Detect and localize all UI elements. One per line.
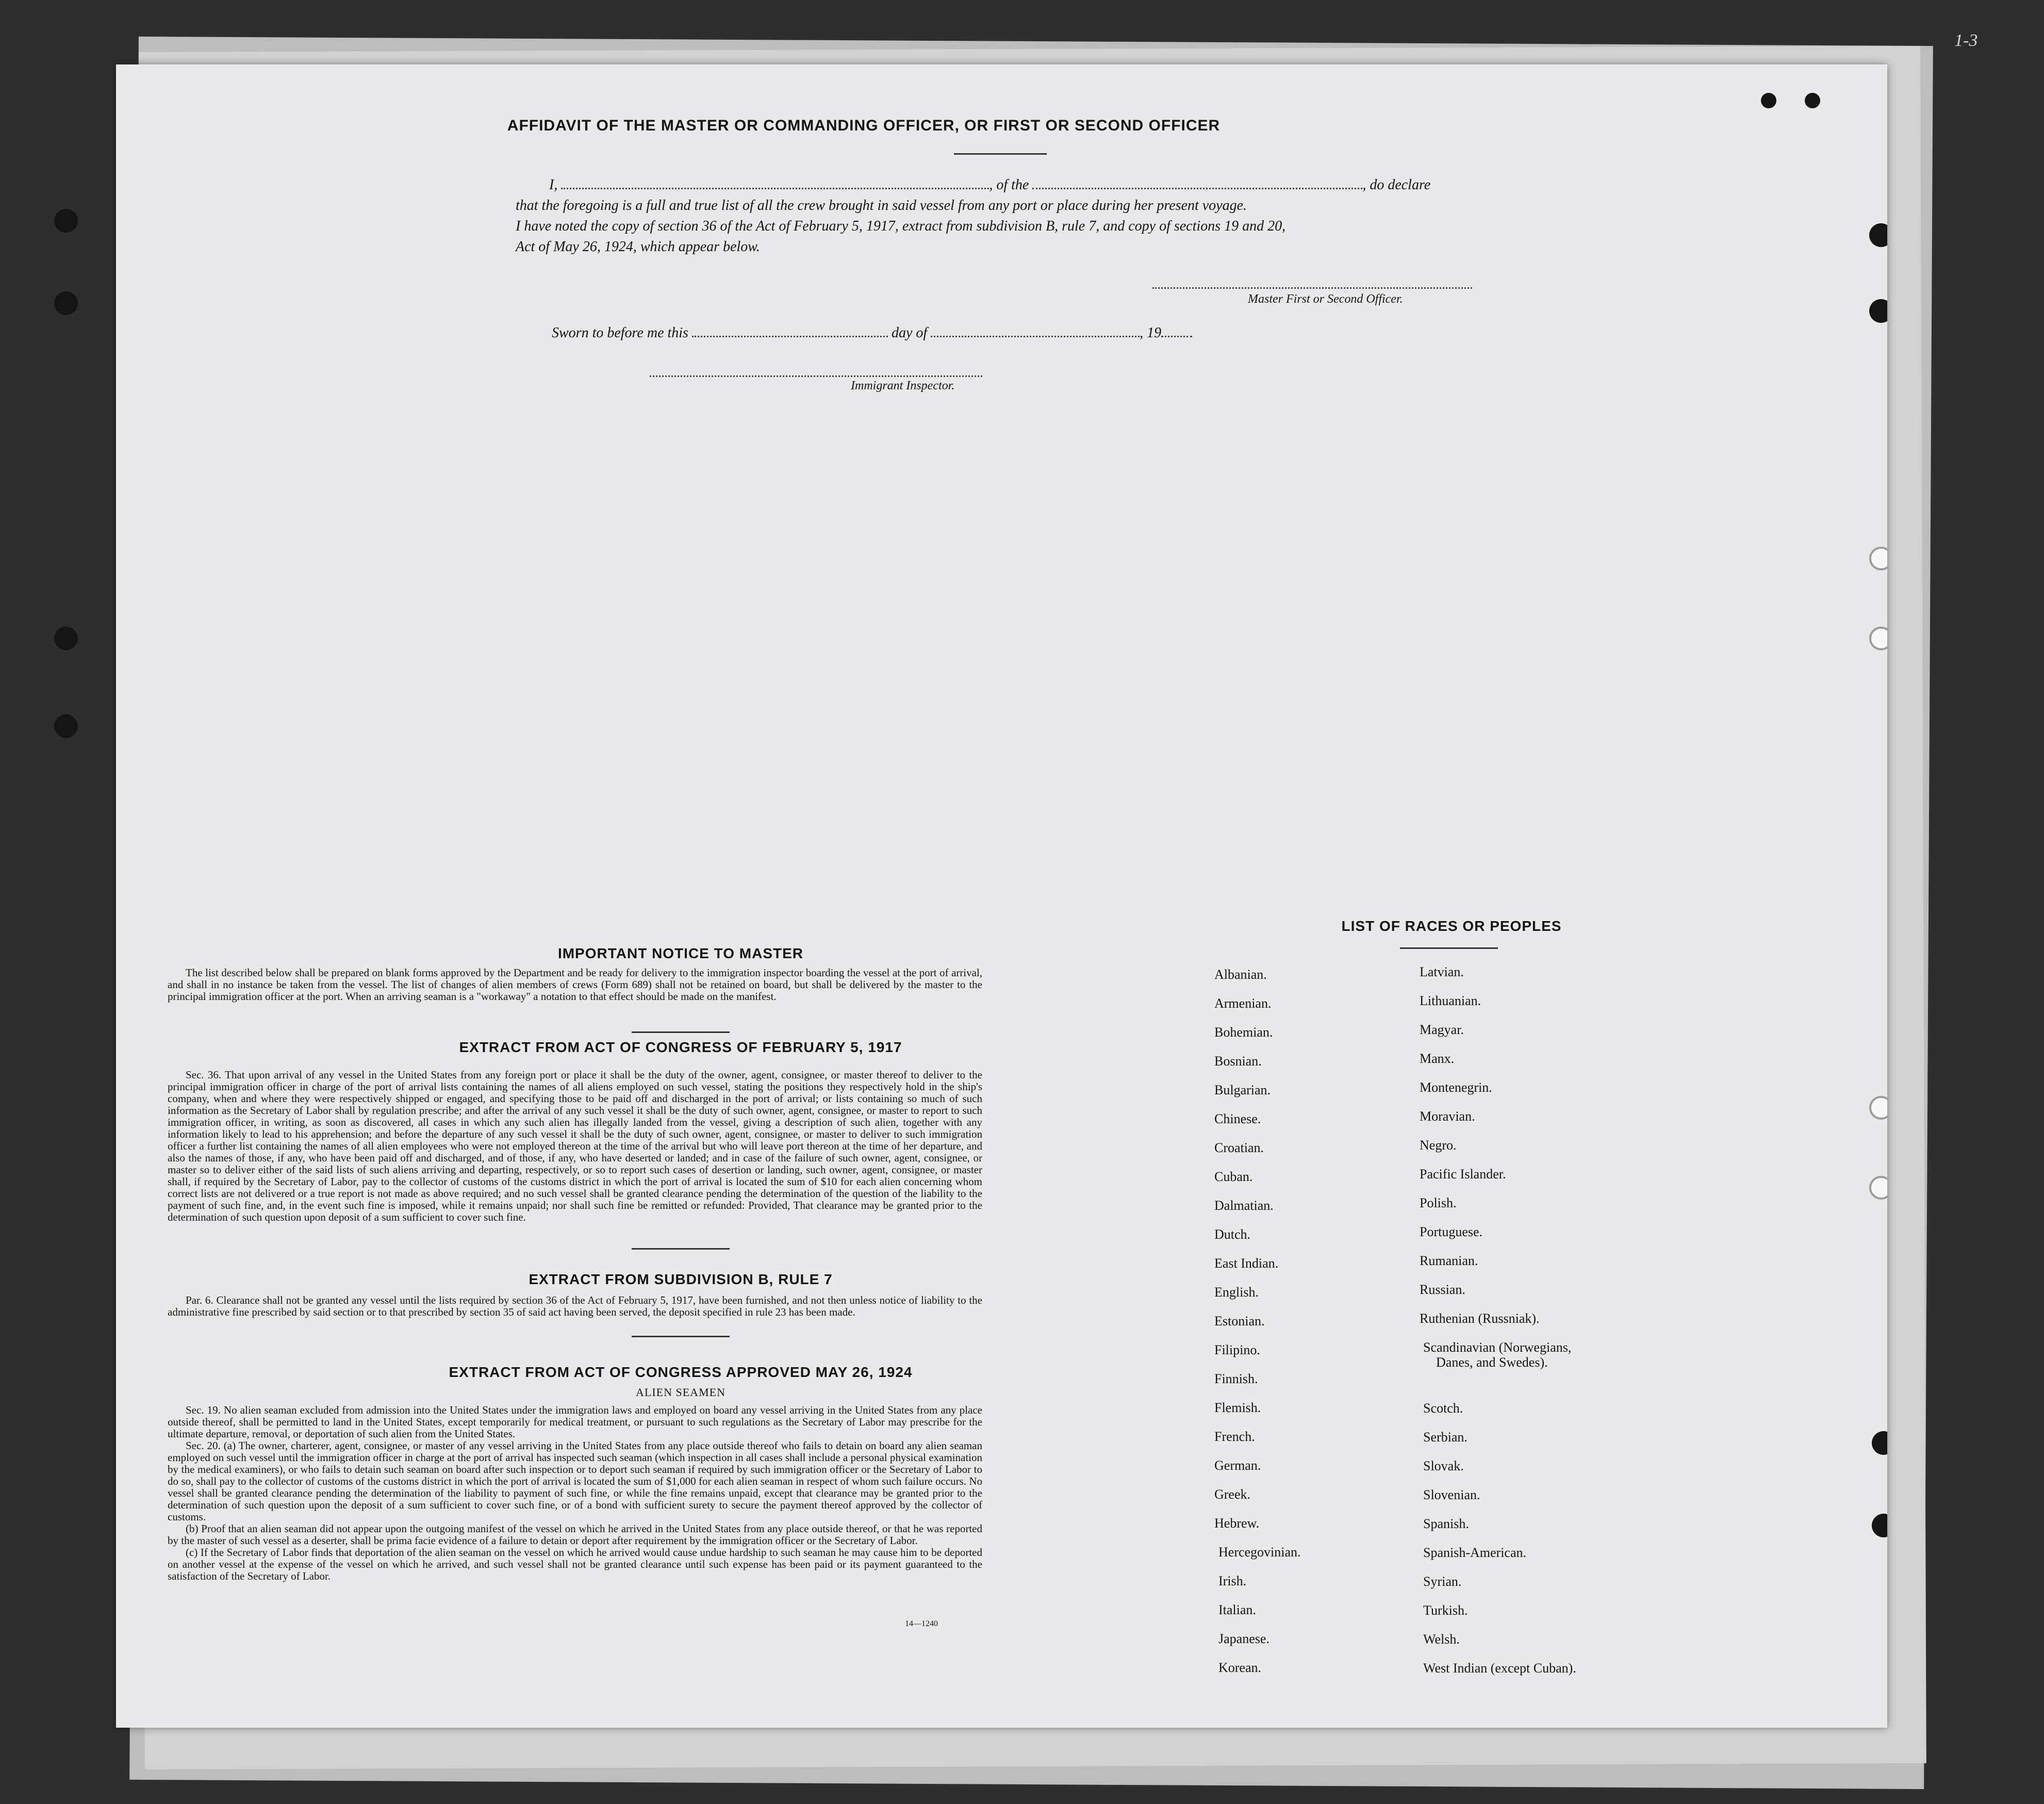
punch-hole [1872,1431,1887,1455]
sec-19-text: Sec. 19. No alien seaman excluded from admission into the United States under the immigration laws and employed on board any vessel arriving in the United States from any place outside thereof, shall be permitted to land in the United States, except temporarily for medical treatment, or pursuant to such regulations as the Secretary of Labor may prescribe for the ultimate departure, removal, or deportation of such alien from the United States. [168,1404,982,1440]
extract-1917-title: EXTRACT FROM ACT OF CONGRESS OF FEBRUARY 5, 1917 [459,1039,902,1055]
punch-hole [1872,1514,1887,1537]
notice-body: The list described below shall be prepared on blank forms approved by the Department and be ready for delivery to the immigration inspector boarding the vessel at the port of arrival, and shall in no instance be taken from the vessel. The list of changes of alien members of crews (Form 689) shall not be retained on board, but shall be delivered by the master to the principal immigration officer at the port. When an arriving seaman is a "workaway" a notation to that effect should be made on the manifest. [168,966,982,1003]
race-item: Flemish. [1214,1400,1261,1415]
race-item: Dutch. [1214,1227,1251,1242]
race-item: Slovak. [1423,1458,1464,1473]
affidavit-name-line [549,177,1430,193]
signature-caption: Master First or Second Officer. [1248,292,1403,306]
day-of-label: day of [891,325,928,341]
race-item: Japanese. [1218,1631,1270,1646]
race-item: Bulgarian. [1214,1083,1271,1097]
affidavit-line3: Act of May 26, 1924, which appear below. [516,239,760,255]
title-underline [954,153,1047,155]
sworn-line [552,325,1192,341]
section-divider [632,1336,730,1337]
race-item: Moravian. [1420,1109,1475,1124]
i-label: I, [549,177,558,193]
race-item: Danes, and Swedes). [1436,1355,1548,1370]
inspector-signature-line[interactable] [650,375,982,377]
race-item: Cuban. [1214,1169,1253,1184]
affidavit-line1: that the foregoing is a full and true list of all the crew brought in said vessel from any port or place during her present voyage. [516,198,1247,214]
race-item: Syrian. [1423,1574,1462,1589]
race-item: Ruthenian (Russniak). [1420,1311,1540,1326]
year-label: , 19 [1140,325,1162,341]
race-item: Serbian. [1423,1430,1468,1445]
punch-hole [1869,547,1887,570]
name-field[interactable] [561,188,989,189]
page-number-mark: 1-3 [1954,31,1978,50]
race-item: Hebrew. [1214,1516,1260,1531]
binder-hole [54,209,78,233]
sworn-day-field[interactable] [692,336,888,337]
race-item: French. [1214,1429,1255,1444]
affidavit-title: AFFIDAVIT OF THE MASTER OR COMMANDING OFFICER, OR FIRST OR SECOND OFFICER [507,117,1221,134]
race-item: Rumanian. [1420,1253,1478,1268]
race-item: East Indian. [1214,1256,1279,1271]
race-item: Pacific Islander. [1420,1167,1506,1182]
race-item: Chinese. [1214,1111,1261,1126]
affidavit-line2: I have noted the copy of section 36 of the Act of February 5, 1917, extract from subdivision B, rule 7, and copy of sections 19 and 20, [516,218,1286,234]
race-item: Irish. [1218,1573,1247,1588]
race-item: West Indian (except Cuban). [1423,1661,1576,1676]
race-item: Manx. [1420,1051,1455,1066]
sworn-year-field[interactable] [1161,336,1192,337]
binder-hole [54,714,78,738]
binder-hole [54,627,78,650]
form-number: 14—1240 [905,1619,938,1628]
race-item: Montenegrin. [1420,1080,1492,1095]
race-item: Latvian. [1420,964,1464,979]
subdivision-b-body: Par. 6. Clearance shall not be granted any vessel until the lists required by section 36 of the Act of February 5, 1917, have been furnished, and not then unless notice of liability to the administrative fine prescribed by said section or to that prescribed by section 35 of said act having been served, the deposit specified in rule 23 has been made. [168,1294,982,1318]
race-item: Polish. [1420,1195,1457,1210]
subdivision-b-title: EXTRACT FROM SUBDIVISION B, RULE 7 [529,1271,833,1287]
extract-1917-body: Sec. 36. That upon arrival of any vessel in the United States from any foreign port or place it shall be the duty of the owner, agent, consignee, or master thereof to deliver to the principal immigration officer in charge of the port of arrival lists containing the names of all aliens employed on such vessel, stating the positions they respectively hold in the ship's company, when and where they were respectively shipped or engaged, and specifying those to be paid off and discharged in the port of arrival; or lists containing so much of such information as the Secretary of Labor shall by regulation prescribe; and after the arrival of any such vessel it shall be the duty of such owner, agent, consignee, or master to report to such immigration officer, in writing, as soon as discovered, all cases in which any such alien has illegally landed from the vessel, giving a description of such alien, together with any information likely to lead to his apprehension; and before the departure of any such vessel it shall be the duty of such owner, agent, consignee, or master to deliver to such immigration officer a further list containing the names of all alien employees who were not employed thereon at the time of the arrival but who will leave port thereon at the time of her departure, and also the names of those, if any, who have been paid off and discharged, and of those, if any, who have deserted or landed; and in case of the failure of such owner, agent, consignee, or master so to deliver either of the said lists of such aliens arriving and departing, respectively, or so to report such cases of desertion or landing, such owner, agent, consignee, or master shall, if required by the Secretary of Labor, pay to the collector of customs of the customs district in which the port of arrival is located the sum of $10 for each alien concerning whom correct lists are not delivered or a true report is not made as above required; and no such vessel shall be granted clearance pending the determination of the question of the liability to the payment of such fine, and, in the event such fine is imposed, while it remains unpaid; nor shall such fine be remitted or refunded: Provided, That clearance may be granted prior to the determination of such question upon deposit of a sum sufficient to cover such fine. [168,1069,982,1223]
manifest-page [116,64,1887,1728]
punch-hole [1805,93,1820,108]
race-item: Welsh. [1423,1632,1460,1647]
race-item: Hercegovinian. [1218,1545,1301,1560]
races-title-underline [1400,947,1498,949]
binder-hole [54,291,78,315]
extract-1924-title: EXTRACT FROM ACT OF CONGRESS APPROVED MAY 26, 1924 [449,1364,913,1380]
race-item: Korean. [1218,1660,1262,1675]
sec-20c-text: (c) If the Secretary of Labor finds that deportation of the alien seaman on the vessel on which he arrived would cause undue hardship to such seaman he may cause him to be deported on another vessel at the expense of the vessel on which he arrived, and such vessel shall not be granted clearance until such expense has been paid or its payment guaranteed to the satisfaction of the Secretary of Labor. [168,1546,982,1582]
race-item: Armenian. [1214,996,1272,1011]
race-item: Italian. [1218,1602,1256,1617]
punch-hole [1869,627,1887,650]
punch-hole [1869,1176,1887,1200]
sec-20a-text: Sec. 20. (a) The owner, charterer, agent, consignee, or master of any vessel arriving in the United States from any place outside thereof who fails to detain on board any alien seaman employed on such vessel until the immigration officer in charge at the port of arrival has inspected such seaman (which inspection in all cases shall include a personal physical examination by the medical examiners), or who fails to detain such seaman on board after such inspection or to deport such seaman if required by such immigration officer or the Secretary of Labor to do so, shall pay to the collector of customs of the customs district in which the port of arrival is located the sum of $1,000 for each alien seaman in respect of whom such failure occurs. No vessel shall be granted clearance pending the determination of the liability to payment of such fine, or while the fine remains unpaid, except that clearance may be granted prior to the determination of such question upon the deposit of a sum sufficient to cover such fine, or of a bond with sufficient surety to secure the payment thereof approved by the collector of customs. [168,1439,982,1523]
races-title: LIST OF RACES OR PEOPLES [1341,918,1562,934]
race-item: Russian. [1420,1282,1465,1297]
punch-hole [1761,93,1776,108]
sworn-month-field[interactable] [931,336,1140,337]
race-item: Negro. [1420,1138,1457,1153]
of-the-label: , of the [989,177,1029,193]
race-item: Scandinavian (Norwegians, [1423,1340,1572,1355]
race-item: Scotch. [1423,1401,1463,1416]
vessel-field[interactable] [1032,188,1362,189]
section-divider [632,1031,730,1033]
race-item: Dalmatian. [1214,1198,1274,1213]
race-item: Bosnian. [1214,1054,1262,1069]
race-item: German. [1214,1458,1261,1473]
punch-hole [1869,1096,1887,1120]
race-item: Magyar. [1420,1022,1464,1037]
race-item: Albanian. [1214,967,1267,982]
race-item: Spanish. [1423,1516,1469,1531]
extract-1924-body [168,1404,982,1582]
extract-1924-subtitle: ALIEN SEAMEN [636,1386,726,1399]
do-declare-label: , do declare [1362,177,1431,193]
signature-line[interactable] [1152,287,1472,289]
race-item: Lithuanian. [1420,993,1481,1008]
race-item: Bohemian. [1214,1025,1273,1040]
punch-hole [1869,223,1887,247]
race-item: Turkish. [1423,1603,1468,1618]
race-item: Estonian. [1214,1314,1265,1329]
race-item: Spanish-American. [1423,1545,1527,1560]
punch-hole [1869,299,1887,323]
sec-20b-text: (b) Proof that an alien seaman did not appear upon the outgoing manifest of the vessel on which he arrived in the United States from any place outside thereof, or that he was reported by the master of such vessel as a deserter, shall be prima facie evidence of a failure to detain or deport after requirement by the immigration officer or the Secretary of Labor. [168,1522,982,1547]
race-item: Slovenian. [1423,1487,1480,1502]
sworn-label: Sworn to before me this [552,325,688,341]
notice-title: IMPORTANT NOTICE TO MASTER [557,945,804,961]
inspector-caption: Immigrant Inspector. [851,379,955,392]
race-item: Filipino. [1214,1342,1260,1357]
race-item: Croatian. [1214,1140,1264,1155]
section-divider [632,1248,730,1250]
race-item: Portuguese. [1420,1224,1483,1239]
race-item: Finnish. [1214,1371,1258,1386]
race-item: English. [1214,1285,1259,1300]
race-item: Greek. [1214,1487,1251,1502]
